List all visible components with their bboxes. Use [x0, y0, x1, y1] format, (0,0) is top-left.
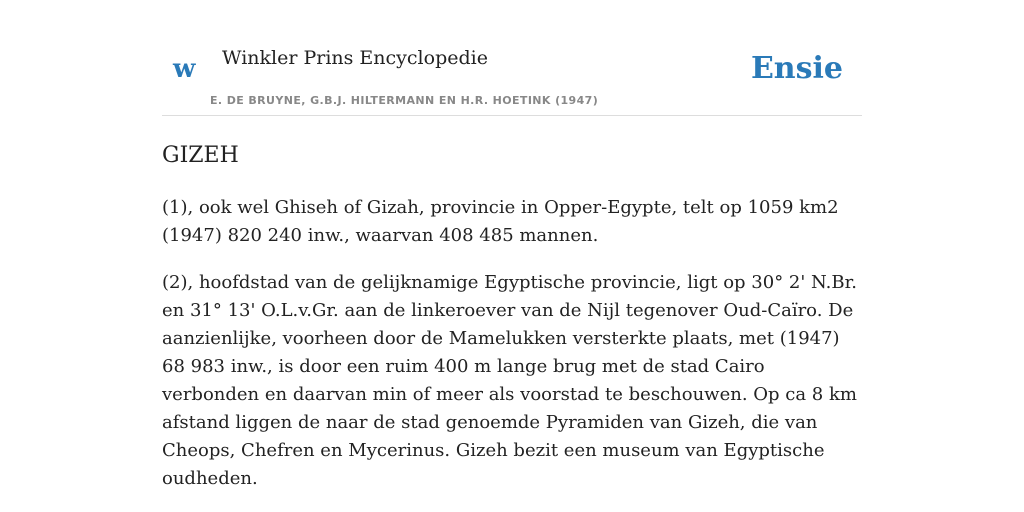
wp-logo-icon[interactable]: w [173, 54, 196, 84]
page [162, 0, 862, 493]
authors-line: E. DE BRUYNE, G.B.J. HILTERMANN EN H.R. HOETINK (1947) [210, 94, 599, 107]
entry-paragraph-2: (2), hoofdstad van de gelijknamige Egyptische provincie, ligt op 30° 2' N.Br. en 31° 13' O.L.v.Gr. aan de linkeroever van de Nijl tegenover Oud-Caïro. De aanzienlijke, voorheen door de Mamelukken versterkte plaats, met (1947) 68 983 inw., is door een ruim 400 m lange brug met de stad Cairo verbonden en daarvan min of meer als voorstad te beschouwen. Op ca 8 km afstand liggen de naar de stad genoemde Pyramiden van Gizeh, die van Cheops, Chefren en Mycerinus. Gizeh bezit een museum van Egyptische oudheden. [162, 272, 857, 489]
ensie-logo-link[interactable]: Ensie [750, 51, 843, 86]
entry-paragraph-1: (1), ook wel Ghiseh of Gizah, provincie in Opper-Egypte, telt op 1059 km2 (1947) 820 240 inw., waarvan 408 485 mannen. [162, 197, 839, 246]
article [162, 142, 862, 493]
book-title[interactable]: Winkler Prins Encyclopedie [222, 47, 488, 69]
header [162, 0, 862, 116]
entry-title: GIZEH [162, 143, 239, 168]
